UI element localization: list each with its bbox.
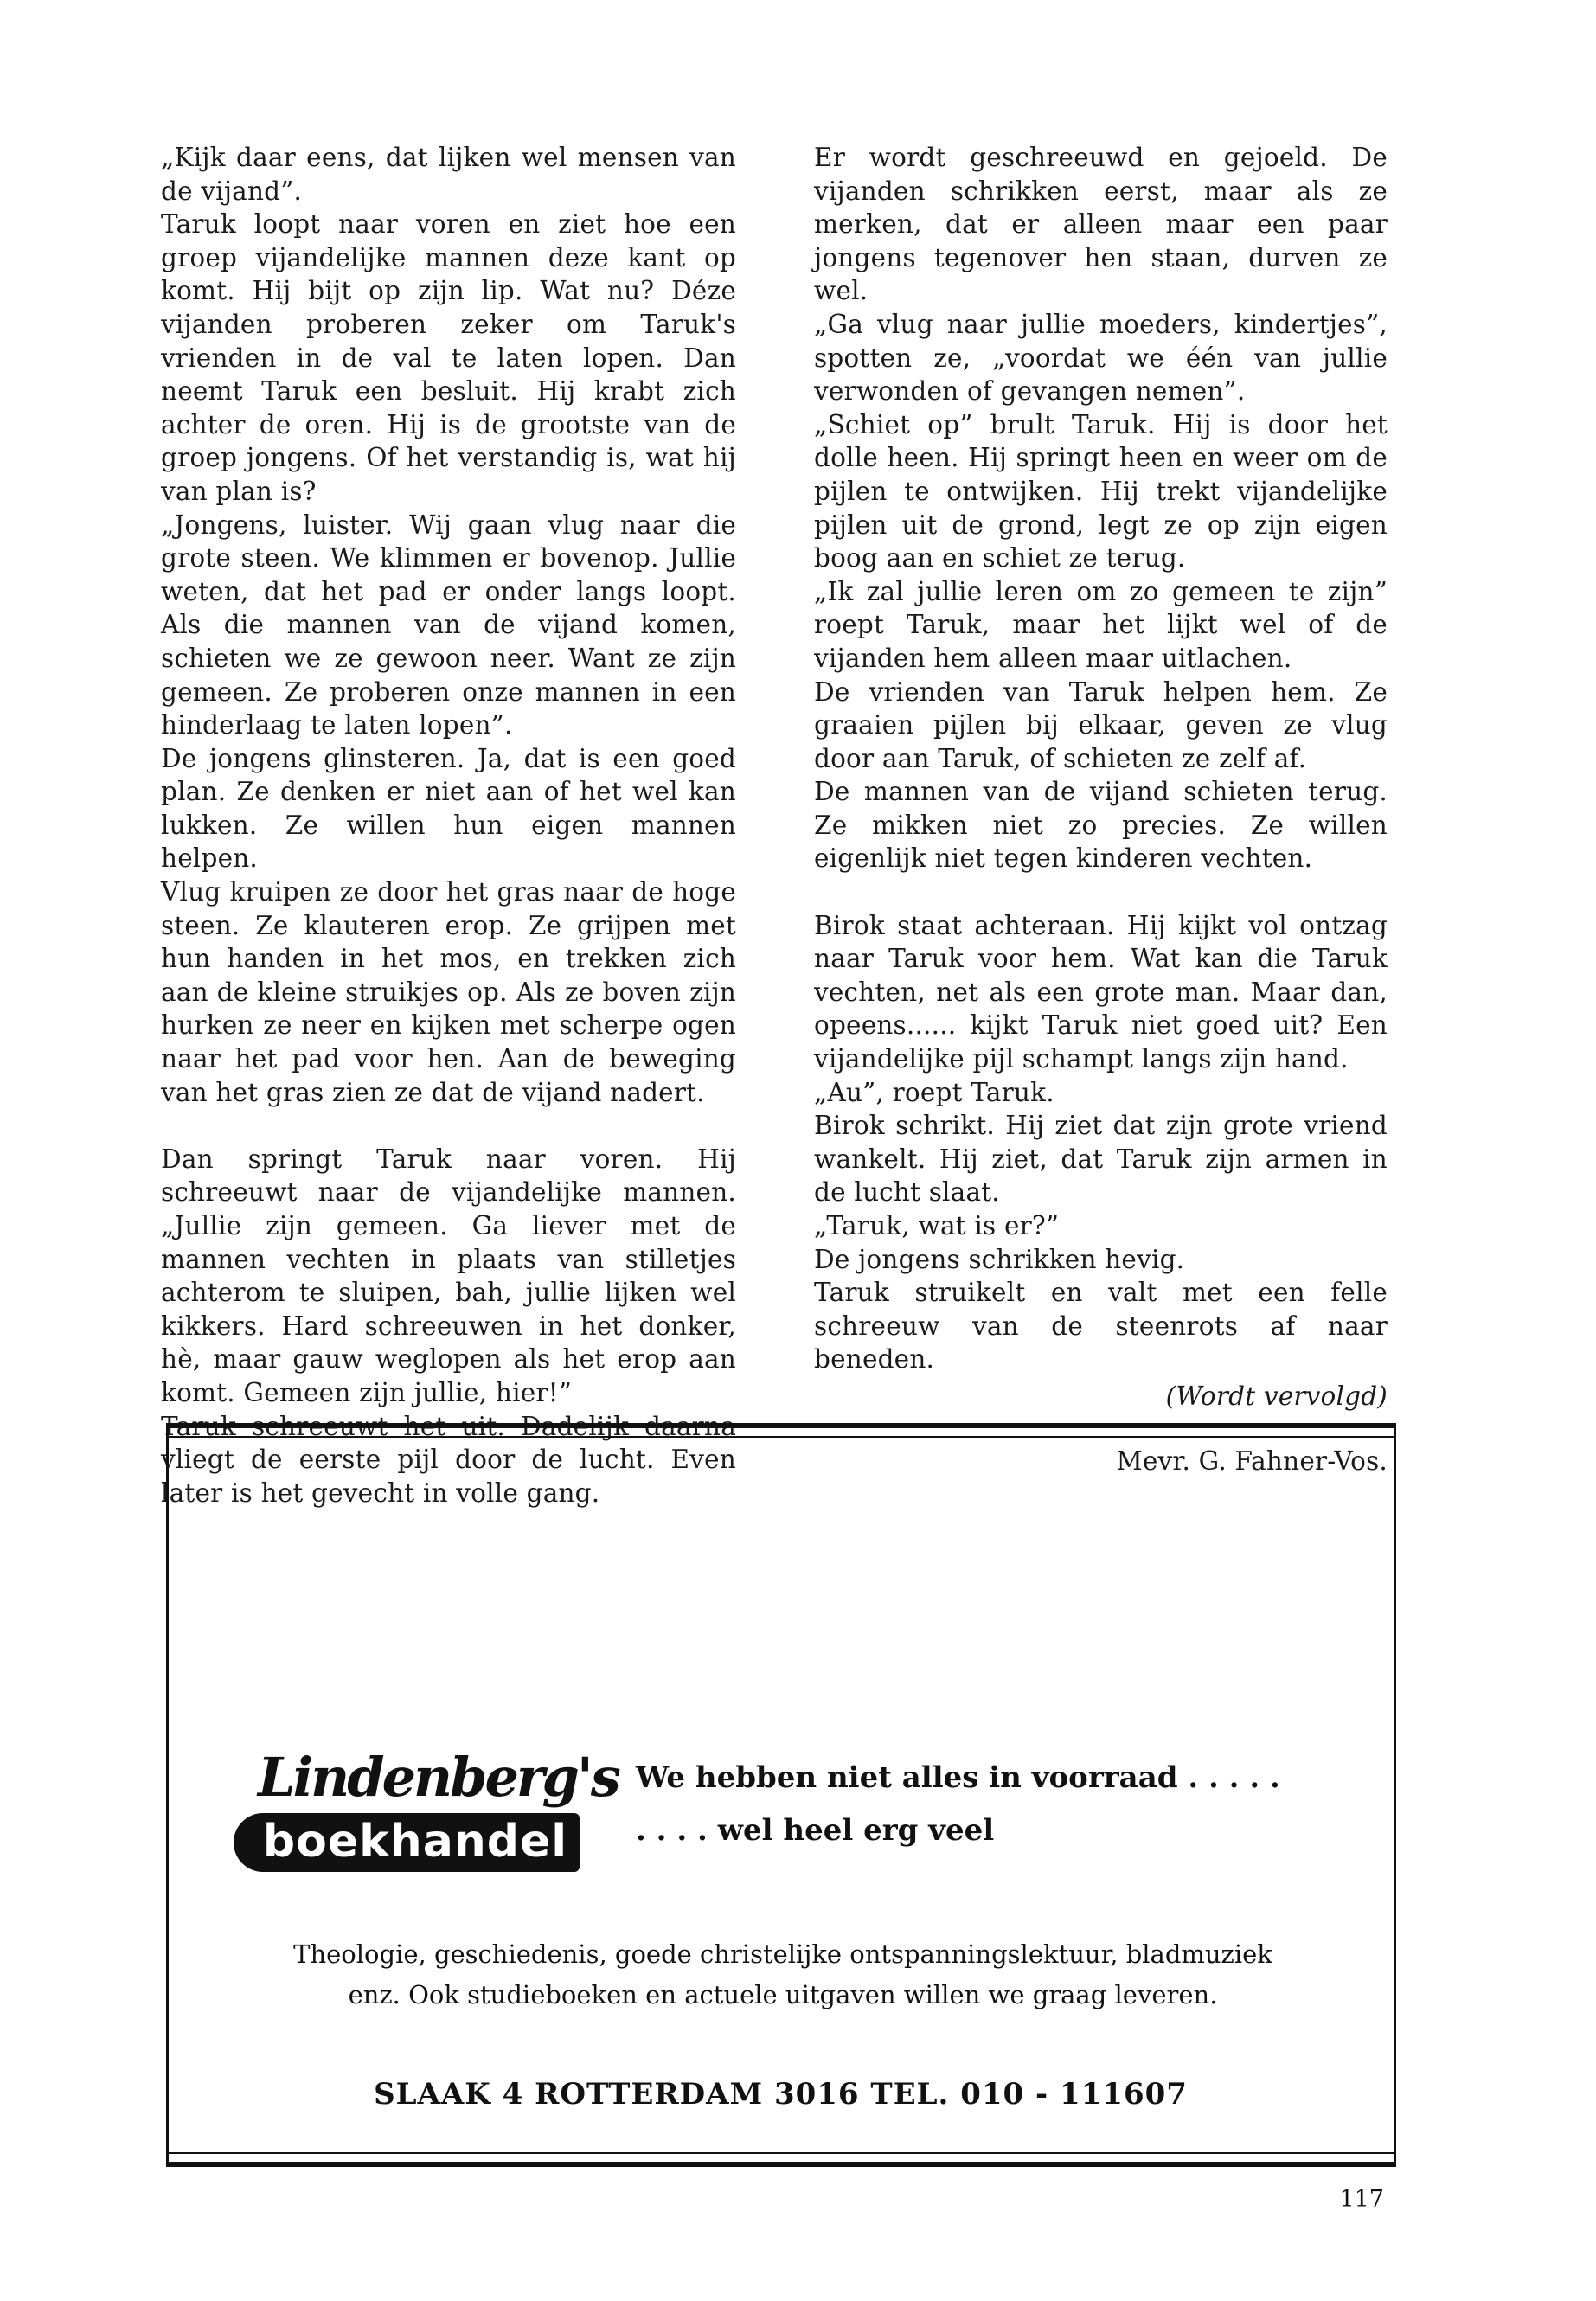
right-column-paragraph: Taruk struikelt en valt met een felle schreeuw van de steenrots af naar beneden.: [814, 1278, 1388, 1375]
logo-wordmark: Lindenberg's: [258, 1746, 619, 1809]
right-column-paragraph: Birok schrikt. Hij ziet dat zijn grote vriend wankelt. Hij ziet, dat Taruk zijn armen in de lucht slaat.: [814, 1111, 1388, 1208]
left-column-paragraph: Taruk schreeuwt het uit. Dadelijk daarna vliegt de eerste pijl door de lucht. Even later is het gevecht in volle gang.: [161, 1411, 736, 1508]
right-column-paragraph: „Taruk, wat is er?”: [814, 1211, 1060, 1240]
left-column-paragraph: Taruk loopt naar voren en ziet hoe een groep vijandelijke mannen deze kant op komt. Hij bijt op zijn lip. Wat nu? Déze vijanden proberen zeker om Taruk's vrienden in de val te laten lopen. Dan neemt Taruk een besluit. Hij krabt zich achter de oren. Hij is de grootste van de groep jongens. Of het verstandig is, wat hij van plan is?: [161, 209, 736, 506]
right-column-paragraph: De mannen van de vijand schieten terug. Ze mikken niet zo precies. Ze willen eigenlijk niet tegen kinderen vechten.: [814, 777, 1388, 874]
right-column-paragraph: „Ik zal jullie leren om zo gemeen te zijn” roept Taruk, maar het lijkt wel of de vijanden hem alleen maar uitlachen.: [814, 576, 1388, 673]
logo-subtitle: boekhandel: [262, 1816, 568, 1868]
page-number: 117: [1339, 2186, 1384, 2213]
left-column-paragraph: „Jongens, luister. Wij gaan vlug naar die grote steen. We klimmen er bovenop. Jullie weten, dat het pad er onder langs loopt. Als die mannen van de vijand komen, schieten we ze gewoon neer. Want ze zijn gemeen. Ze proberen onze mannen in een hinderlaag te laten lopen”.: [161, 510, 736, 740]
ad-description-line-2: enz. Ook studieboeken en actuele uitgaven willen we graag leveren.: [348, 1980, 1218, 2009]
author-byline: Mevr. G. Fahner-Vos.: [1116, 1445, 1388, 1476]
story-column-left: [161, 141, 736, 1509]
right-column-paragraph: Birok staat achteraan. Hij kijkt vol ontzag naar Taruk voor hem. Wat kan die Taruk vechten, net als een grote man. Maar dan, opeens...... kijkt Taruk niet goed uit? Een vijandelijke pijl schampt langs zijn hand.: [814, 910, 1388, 1074]
to-be-continued: (Wordt vervolgd): [1165, 1381, 1388, 1411]
ad-bottom-rule: [169, 2152, 1394, 2154]
paragraph-gap: [161, 1109, 736, 1143]
right-column-paragraph: Er wordt geschreeuwd en gejoeld. De vijanden schrikken eerst, maar als ze merken, dat er alleen maar een paar jongens tegenover hen staan, durven ze wel.: [814, 143, 1388, 306]
ad-address: SLAAK 4 ROTTERDAM 3016 TEL. 010 - 111607: [374, 2077, 1188, 2112]
ad-slogan-line-1: We hebben niet alles in voorraad . . . . .: [636, 1760, 1280, 1795]
left-column-paragraph: Vlug kruipen ze door het gras naar de hoge steen. Ze klauteren erop. Ze grijpen met hun handen in het mos, en trekken zich aan de kleine struikjes op. Als ze boven zijn hurken ze neer en kijken met scherpe ogen naar het pad voor hen. Aan de beweging van het gras zien ze dat de vijand nadert.: [161, 877, 736, 1107]
right-column-paragraph: De jongens schrikken hevig.: [814, 1244, 1185, 1274]
left-column-paragraph: De jongens glinsteren. Ja, dat is een goed plan. Ze denken er niet aan of het wel kan lukken. Ze willen hun eigen mannen helpen.: [161, 743, 736, 874]
ad-description-line-1: Theologie, geschiedenis, goede christelijke ontspanningslektuur, bladmuziek: [293, 1939, 1272, 1969]
bookshop-logo: [234, 1746, 619, 1877]
left-column-paragraph: „Kijk daar eens, dat lijken wel mensen van de vijand”.: [161, 143, 736, 206]
paragraph-gap: [814, 875, 1388, 909]
right-column-paragraph: „Au”, roept Taruk.: [814, 1077, 1054, 1107]
right-column-paragraph: „Schiet op” brult Taruk. Hij is door het dolle heen. Hij springt heen en weer om de pijlen te ontwijken. Hij trekt vijandelijke pijlen uit de grond, legt ze op zijn eigen boog aan en schiet ze terug.: [814, 409, 1388, 574]
ad-slogan-line-2: . . . . wel heel erg veel: [636, 1813, 995, 1848]
left-column-paragraph: Dan springt Taruk naar voren. Hij schreeuwt naar de vijandelijke mannen. „Jullie zijn gemeen. Ga liever met de mannen vechten in plaats van stilletjes achterom te sluipen, bah, jullie lijken wel kikkers. Hard schreeuwen in het donker, hè, maar gauw weglopen als het erop aan komt. Gemeen zijn jullie, hier!”: [161, 1144, 736, 1407]
story-column-right: [814, 141, 1388, 1477]
ad-top-rule: [169, 1436, 1394, 1438]
right-column-paragraph: „Ga vlug naar jullie moeders, kindertjes”, spotten ze, „voordat we één van jullie verwonden of gevangen nemen”.: [814, 309, 1388, 407]
right-column-paragraph: De vrienden van Taruk helpen hem. Ze graaien pijlen bij elkaar, geven ze vlug door aan Taruk, of schieten ze zelf af.: [814, 676, 1388, 773]
